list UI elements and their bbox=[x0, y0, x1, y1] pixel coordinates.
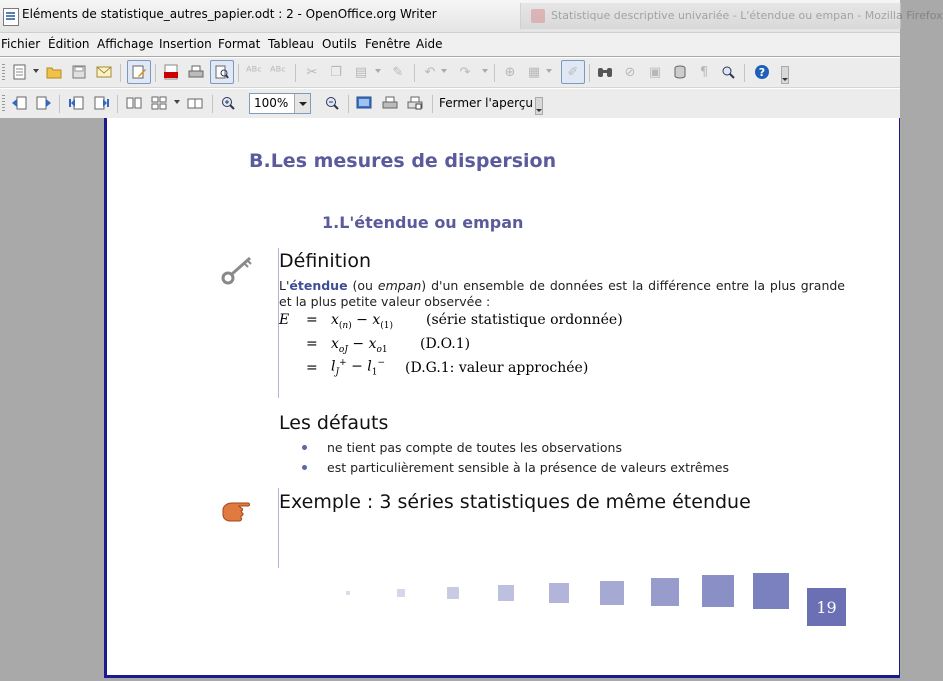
decor-square bbox=[397, 589, 405, 597]
formula-expr-3: $l_J^+ - l_1^-$ bbox=[331, 358, 386, 378]
table-dropdown-icon[interactable] bbox=[546, 69, 552, 73]
multiple-pages-dropdown-icon[interactable] bbox=[174, 100, 180, 104]
definition-text bbox=[279, 278, 845, 310]
find-replace-icon[interactable] bbox=[595, 62, 615, 82]
new-document-icon[interactable] bbox=[10, 62, 30, 82]
list-item-text: ne tient pas compte de toutes les observations bbox=[327, 440, 622, 455]
menu-fenetre[interactable]: Fenêtre bbox=[365, 37, 411, 51]
email-document-icon[interactable] bbox=[94, 62, 114, 82]
document-preview-area[interactable] bbox=[0, 118, 900, 681]
subsection-heading: 1.L'étendue ou empan bbox=[322, 213, 524, 232]
defects-title: Les défauts bbox=[279, 412, 389, 434]
decor-square bbox=[651, 578, 679, 606]
paste-icon[interactable]: ▤ bbox=[354, 64, 368, 80]
menu-insertion[interactable]: Insertion bbox=[159, 37, 212, 51]
autospellcheck-icon[interactable]: ᴬᴮᶜ bbox=[269, 64, 287, 80]
print-preview-icon[interactable] bbox=[380, 93, 400, 113]
hyperlink-icon[interactable]: ⊕ bbox=[504, 64, 516, 80]
decor-square bbox=[549, 583, 569, 603]
term-empan: empan bbox=[377, 278, 422, 293]
zoom-out-icon[interactable] bbox=[322, 93, 342, 113]
help-icon[interactable] bbox=[752, 62, 772, 82]
section-heading: B.Les mesures de dispersion bbox=[249, 150, 557, 172]
close-preview-button[interactable]: Fermer l'aperçu bbox=[439, 96, 534, 110]
nonprinting-characters-icon[interactable]: ¶ bbox=[699, 64, 709, 80]
pointing-hand-icon bbox=[220, 498, 254, 525]
formula-eq-1: = bbox=[306, 312, 318, 328]
toolbar-overflow-icon[interactable] bbox=[535, 97, 543, 115]
redo-icon[interactable]: ↷ bbox=[459, 64, 471, 80]
undo-icon[interactable]: ↶ bbox=[424, 64, 436, 80]
term-etendue: étendue bbox=[289, 278, 348, 293]
menu-format[interactable]: Format bbox=[218, 37, 261, 51]
background-window-tab[interactable] bbox=[520, 3, 943, 29]
standard-toolbar bbox=[0, 57, 900, 88]
zoom-in-icon[interactable] bbox=[218, 93, 238, 113]
new-document-dropdown-icon[interactable] bbox=[33, 69, 39, 73]
menu-tableau[interactable]: Tableau bbox=[268, 37, 314, 51]
firefox-page-icon bbox=[531, 9, 545, 23]
writer-document-icon bbox=[3, 8, 19, 26]
open-folder-icon[interactable] bbox=[44, 62, 64, 82]
decor-square bbox=[346, 591, 350, 595]
bullet-dot bbox=[302, 465, 307, 470]
toolbar-overflow-icon[interactable] bbox=[781, 66, 789, 84]
data-sources-icon[interactable] bbox=[670, 62, 690, 82]
menu-edition[interactable]: Édition bbox=[48, 37, 90, 51]
formula-line-1 bbox=[279, 312, 289, 328]
page-preview-icon[interactable] bbox=[210, 60, 234, 84]
key-icon bbox=[220, 254, 254, 289]
background-window-title: Statistique descriptive univariée - L'étendue ou empan - Mozilla Firefox bbox=[551, 9, 943, 22]
formula-expr-2: $x_{oJ} - x_{o1}$ bbox=[331, 336, 388, 355]
table-icon[interactable]: ▦ bbox=[527, 64, 541, 80]
show-draw-functions-icon[interactable]: ✐ bbox=[561, 60, 585, 84]
formula-eq-3: = bbox=[306, 360, 318, 376]
next-page-icon[interactable] bbox=[34, 93, 54, 113]
zoom-value: 100% bbox=[254, 96, 289, 110]
formula-note-2: (D.O.1) bbox=[420, 336, 471, 352]
window-titlebar bbox=[0, 0, 943, 33]
svg-text:?: ? bbox=[758, 66, 766, 79]
formula-note-1: (série statistique ordonnée) bbox=[426, 312, 623, 328]
menu-bar bbox=[0, 33, 900, 56]
print-icon[interactable] bbox=[186, 62, 206, 82]
gallery-icon[interactable]: ▣ bbox=[648, 64, 662, 80]
first-page-icon[interactable] bbox=[66, 93, 86, 113]
spellcheck-icon[interactable]: ᴬᴮᶜ bbox=[245, 64, 263, 80]
zoom-icon[interactable] bbox=[718, 62, 738, 82]
previous-page-icon[interactable] bbox=[9, 93, 29, 113]
definition-text-part-a: (ou bbox=[347, 278, 378, 293]
window-title: Eléments de statistique_autres_papier.odt : 2 - OpenOffice.org Writer bbox=[22, 7, 437, 21]
toolbar-grip[interactable] bbox=[2, 64, 5, 82]
preview-toolbar bbox=[0, 88, 900, 119]
save-icon[interactable] bbox=[69, 62, 89, 82]
undo-dropdown-icon[interactable] bbox=[441, 69, 447, 73]
decor-square bbox=[753, 573, 789, 609]
navigator-icon[interactable]: ⊘ bbox=[624, 64, 636, 80]
two-pages-icon[interactable] bbox=[124, 93, 144, 113]
menu-outils[interactable]: Outils bbox=[322, 37, 357, 51]
redo-dropdown-icon[interactable] bbox=[482, 69, 488, 73]
toolbar-grip[interactable] bbox=[2, 95, 5, 113]
decor-square bbox=[702, 575, 734, 607]
formula-lhs: E bbox=[279, 312, 290, 328]
export-pdf-icon[interactable] bbox=[161, 62, 181, 82]
bullet-dot bbox=[302, 445, 307, 450]
print-options-icon[interactable] bbox=[405, 93, 425, 113]
book-preview-icon[interactable] bbox=[185, 93, 205, 113]
multiple-pages-icon[interactable] bbox=[149, 93, 169, 113]
zoom-select[interactable] bbox=[249, 93, 311, 114]
list-item-text: est particulièrement sensible à la présence de valeurs extrêmes bbox=[327, 460, 729, 475]
menu-fichier[interactable]: Fichier bbox=[1, 37, 41, 51]
last-page-icon[interactable] bbox=[92, 93, 112, 113]
edit-mode-icon[interactable] bbox=[127, 60, 151, 84]
definition-text-part-b: ) d'un ensemble de données est la différence entre la plus grande et la plus petite valeur observée : bbox=[279, 278, 845, 309]
zoom-dropdown-icon[interactable] bbox=[294, 94, 310, 113]
decor-square bbox=[447, 587, 459, 599]
format-paintbrush-icon[interactable]: ✎ bbox=[392, 64, 404, 80]
page-sheet bbox=[104, 118, 900, 678]
copy-icon[interactable]: ❐ bbox=[330, 64, 342, 80]
page-number: 19 bbox=[807, 588, 846, 626]
menu-aide[interactable]: Aide bbox=[416, 37, 443, 51]
decor-square bbox=[498, 585, 514, 601]
formula-note-3: (D.G.1: valeur approchée) bbox=[405, 360, 589, 376]
menu-affichage[interactable]: Affichage bbox=[97, 37, 154, 51]
definition-text-lead: L' bbox=[279, 278, 290, 293]
definition-title: Définition bbox=[279, 250, 372, 272]
cut-icon[interactable]: ✂ bbox=[306, 64, 318, 80]
formula-eq-2: = bbox=[306, 336, 318, 352]
full-screen-icon[interactable] bbox=[354, 93, 374, 113]
formula-expr-1: $x_{(n)} - x_{(1)}$ bbox=[331, 312, 394, 331]
decor-square bbox=[600, 581, 624, 605]
paste-dropdown-icon[interactable] bbox=[375, 69, 381, 73]
example-heading: Exemple : 3 séries statistiques de même étendue bbox=[279, 491, 751, 513]
